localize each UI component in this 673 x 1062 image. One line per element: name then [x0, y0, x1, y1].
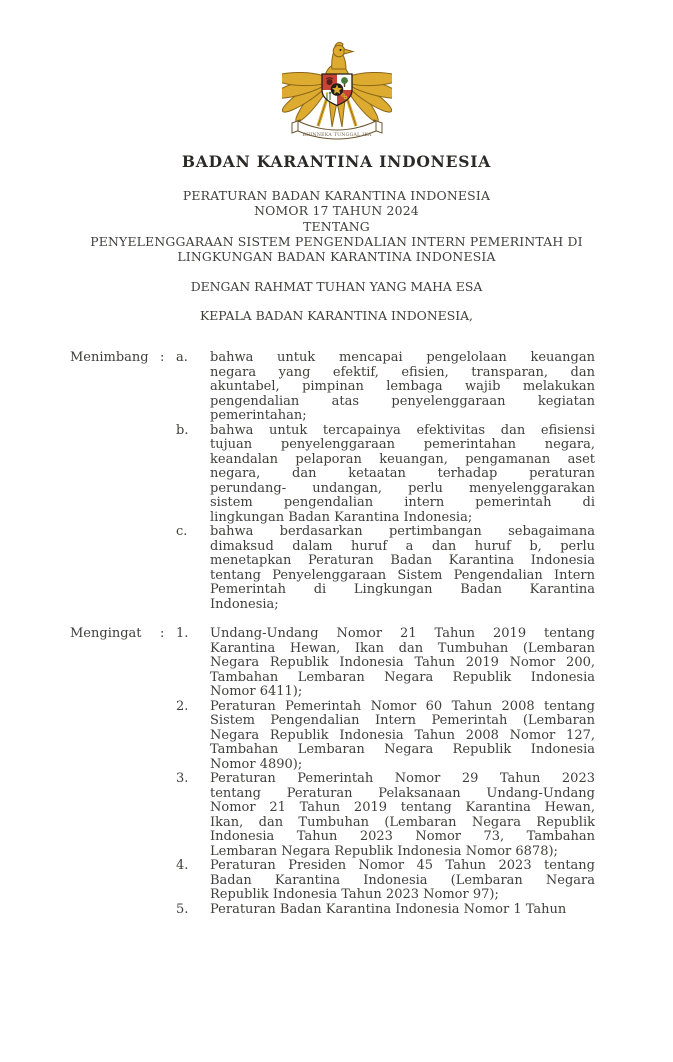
legal-basis-item-1 — [210, 627, 595, 700]
considering-label: Menimbang — [70, 350, 149, 366]
legal-basis-item-3 — [210, 772, 595, 859]
motto-text: BHINNEKA TUNGGAL IKA — [301, 133, 372, 139]
legal-basis-clause — [70, 627, 595, 917]
text-line: Nomor 4890); — [210, 756, 303, 772]
considering-item-b — [210, 424, 595, 526]
text-line: Peraturan Pemerintah Nomor 29 Tahun 2023 — [210, 771, 595, 787]
text-line: Peraturan Pemerintah Nomor 60 Tahun 2008 tentang — [210, 698, 595, 714]
text-line: akuntabel, pimpinan lembaga wajib melakukan — [210, 379, 595, 395]
text-line: negara, dan ketaatan terhadap peraturan — [210, 466, 595, 482]
invocation-line: DENGAN RAHMAT TUHAN YANG MAHA ESA — [190, 279, 483, 295]
text-line: Indonesia Tahun 2023 Nomor 73, Tambahan — [210, 829, 595, 845]
item-marker: 3. — [176, 771, 189, 787]
bull-icon — [326, 79, 332, 85]
text-line: pengendalian atas penyelenggaraan kegiatan — [210, 393, 595, 409]
text-line: Pemerintah di Lingkungan Badan Karantina — [210, 582, 595, 598]
legal-basis-item-2 — [210, 700, 595, 773]
text-line: Nomor 21 Tahun 2019 tentang Karantina Hewan, — [210, 800, 595, 816]
text-line: sistem pengendalian intern pemerintah di — [210, 495, 595, 511]
considering-clause — [70, 351, 595, 612]
text-line: Tambahan Lembaran Negara Republik Indonesia — [210, 669, 595, 685]
text-line: Undang-Undang Nomor 21 Tahun 2019 tentang — [210, 626, 595, 642]
text-line: Republik Indonesia Tahun 2023 Nomor 97); — [210, 887, 499, 903]
text-line: Tambahan Lembaran Negara Republik Indonesia — [210, 742, 595, 758]
considering-item-c — [210, 525, 595, 612]
head-icon — [333, 45, 345, 57]
text-line: Lembaran Negara Republik Indonesia Nomor 6878); — [210, 843, 558, 859]
text-line: Peraturan Badan Karantina Indonesia Nomor 1 Tahun — [210, 901, 567, 917]
item-marker: 5. — [176, 901, 189, 917]
text-line: tentang Peraturan Pelaksanaan Undang-Undang — [210, 785, 595, 801]
item-marker: a. — [176, 350, 188, 366]
legal-basis-item-4 — [210, 859, 595, 903]
considering-item-a — [210, 351, 595, 424]
text-line: menetapkan Peraturan Badan Karantina Indonesia — [210, 553, 595, 569]
text-line: Negara Republik Indonesia Tahun 2019 Nomor 200, — [210, 655, 595, 671]
garuda-pancasila-emblem — [282, 38, 392, 142]
text-line: bahwa untuk tercapainya efektivitas dan efisiensi — [210, 422, 595, 438]
text-line: Sistem Pengendalian Intern Pemerintah (Lembaran — [210, 713, 595, 729]
text-line: Karantina Hewan, Ikan dan Tumbuhan (Lembaran — [210, 640, 595, 656]
tree-icon — [341, 77, 348, 84]
text-line: Ikan, dan Tumbuhan (Lembaran Negara Republik — [210, 814, 595, 830]
text-line: lingkungan Badan Karantina Indonesia; — [210, 509, 473, 525]
emblem-container — [0, 0, 673, 142]
text-line: tentang Penyelenggaraan Sistem Pengendalian Intern — [210, 567, 595, 583]
text-line: negara yang efektif, efisien, transparan, dan — [210, 364, 595, 380]
considering-separator: : — [160, 350, 165, 366]
subject-line-2: LINGKUNGAN BADAN KARANTINA INDONESIA — [177, 249, 496, 265]
text-line: Badan Karantina Indonesia (Lembaran Negara — [210, 872, 595, 888]
regulation-number: NOMOR 17 TAHUN 2024 — [254, 203, 419, 219]
text-line: pemerintahan; — [210, 408, 307, 424]
text-line: bahwa untuk mencapai pengelolaan keuangan — [210, 350, 595, 366]
legal-basis-label: Mengingat — [70, 626, 142, 642]
text-line: bahwa berdasarkan pertimbangan sebagaimana — [210, 524, 595, 540]
document-heading — [0, 188, 673, 264]
item-marker: 2. — [176, 698, 189, 714]
subject-line-1: PENYELENGGARAAN SISTEM PENGENDALIAN INTERN PEMERINTAH DI — [90, 233, 583, 249]
text-line: tujuan penyelenggaraan pemerintahan negara, — [210, 437, 595, 453]
text-line: perundang- undangan, perlu menyelenggarakan — [210, 480, 595, 496]
item-marker: b. — [176, 422, 189, 438]
regulation-title: PERATURAN BADAN KARANTINA INDONESIA — [182, 188, 491, 203]
about-label: TENTANG — [303, 218, 370, 234]
text-line: Indonesia; — [210, 596, 279, 612]
item-marker: 4. — [176, 858, 189, 874]
item-marker: 1. — [176, 626, 189, 642]
body-sections — [70, 351, 595, 917]
beak-icon — [344, 49, 353, 54]
text-line: Peraturan Presiden Nomor 45 Tahun 2023 tentang — [210, 858, 595, 874]
text-line: Nomor 6411); — [210, 684, 303, 700]
agency-title: BADAN KARANTINA INDONESIA — [181, 152, 492, 171]
legal-basis-item-5 — [210, 903, 595, 918]
text-line: Negara Republik Indonesia Tahun 2008 Nomor 127, — [210, 727, 595, 743]
official-line: KEPALA BADAN KARANTINA INDONESIA, — [200, 308, 473, 324]
legal-basis-separator: : — [160, 626, 165, 642]
text-line: keandalan pelaporan keuangan, pengamanan aset — [210, 451, 595, 467]
eye-icon — [339, 49, 341, 51]
text-line: dimaksud dalam huruf a dan huruf b, perlu — [210, 538, 595, 554]
item-marker: c. — [176, 524, 188, 540]
